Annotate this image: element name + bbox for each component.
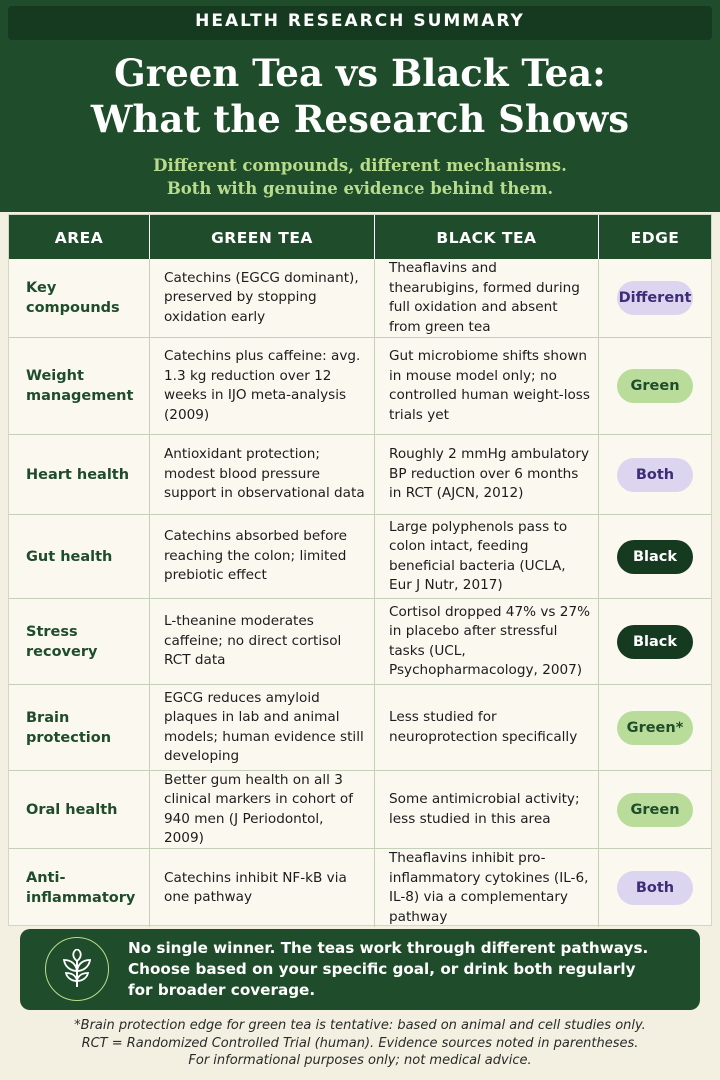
green-tea-cell-text: L-theanine moderates caffeine; no direct cortisol RCT data (164, 613, 342, 669)
title-line-1: Green Tea vs Black Tea: (114, 51, 606, 95)
edge-cell (598, 685, 711, 770)
summary-box (20, 929, 700, 1010)
table-row (9, 599, 711, 685)
table-row (9, 435, 711, 515)
black-tea-cell (374, 435, 598, 514)
edge-badge: Different (617, 281, 693, 315)
green-tea-cell-text: Better gum health on all 3 clinical markers in cohort of 940 men (J Periodontol, 2009) (164, 771, 354, 846)
area-cell (9, 849, 149, 927)
column-header-green-tea: GREEN TEA (149, 215, 374, 259)
black-tea-cell (374, 338, 598, 434)
area-cell-text: Anti-inflammatory (26, 870, 136, 906)
footnote-line-2: RCT = Randomized Controlled Trial (human). Evidence sources noted in parentheses. (81, 1035, 639, 1051)
black-tea-cell (374, 515, 598, 598)
black-tea-cell (374, 599, 598, 684)
green-tea-cell (149, 435, 374, 514)
black-tea-cell (374, 685, 598, 770)
area-cell-text: Gut health (26, 548, 113, 565)
black-tea-cell-text: Gut microbiome shifts shown in mouse model only; no controlled human weight-loss trials yet (389, 348, 590, 423)
edge-cell (598, 515, 711, 598)
title-line-2: What the Research Shows (90, 97, 630, 141)
header-banner (0, 0, 720, 212)
edge-badge: Black (617, 540, 693, 574)
column-header-edge: EDGE (598, 215, 711, 259)
green-tea-cell-text: Antioxidant protection; modest blood pressure support in observational data (164, 446, 365, 502)
black-tea-cell-text: Less studied for neuroprotection specifically (389, 709, 578, 745)
edge-badge: Green (617, 793, 693, 827)
edge-badge: Green (617, 369, 693, 403)
area-cell (9, 771, 149, 848)
area-cell (9, 515, 149, 598)
table-row (9, 515, 711, 599)
table-row (9, 849, 711, 927)
summary-line-3: for broader coverage. (128, 981, 316, 999)
page-title (0, 50, 720, 142)
edge-badge: Green* (617, 711, 693, 745)
black-tea-cell (374, 259, 598, 337)
table-row (9, 338, 711, 435)
edge-badge: Both (617, 871, 693, 905)
black-tea-cell-text: Some antimicrobial activity; less studied in this area (389, 791, 580, 827)
edge-cell (598, 599, 711, 684)
green-tea-cell (149, 771, 374, 848)
edge-badge: Black (617, 625, 693, 659)
table-row (9, 259, 711, 338)
table-header (9, 215, 711, 259)
summary-text (128, 938, 694, 1001)
subtitle-line-1: Different compounds, different mechanisms. (153, 156, 567, 175)
black-tea-cell-text: Large polyphenols pass to colon intact, feeding beneficial bacteria (UCLA, Eur J Nutr, 2017) (389, 518, 568, 593)
green-tea-cell (149, 849, 374, 927)
green-tea-cell (149, 259, 374, 337)
column-header-area: AREA (54, 229, 104, 247)
table-row (9, 771, 711, 849)
green-tea-cell-text: Catechins inhibit NF-kB via one pathway (164, 869, 347, 905)
page-subtitle (0, 154, 720, 200)
green-tea-cell (149, 685, 374, 770)
footnote-line-1: *Brain protection edge for green tea is tentative: based on animal and cell studies only. (74, 1018, 646, 1033)
footnote-line-3: For informational purposes only; not medical advice. (188, 1053, 532, 1068)
green-tea-cell-text: EGCG reduces amyloid plaques in lab and animal models; human evidence still developing (164, 689, 364, 764)
area-cell (9, 599, 149, 684)
kicker-label: HEALTH RESEARCH SUMMARY (195, 11, 525, 31)
green-tea-cell (149, 599, 374, 684)
black-tea-cell-text: Roughly 2 mmHg ambulatory BP reduction over 6 months in RCT (AJCN, 2012) (389, 446, 589, 502)
edge-cell (598, 771, 711, 848)
area-cell (9, 338, 149, 434)
green-tea-cell-text: Catechins absorbed before reaching the colon; limited prebiotic effect (164, 528, 348, 584)
green-tea-cell-text: Catechins plus caffeine: avg. 1.3 kg reduction over 12 weeks in IJO meta-analysis (2009) (164, 348, 361, 423)
footnote (0, 1017, 720, 1070)
area-cell-text: Weight management (26, 368, 134, 404)
green-tea-cell-text: Catechins (EGCG dominant), preserved by stopping oxidation early (164, 269, 359, 325)
summary-line-2: Choose based on your specific goal, or drink both regularly (128, 960, 636, 978)
edge-cell (598, 259, 711, 337)
black-tea-cell (374, 771, 598, 848)
black-tea-cell-text: Theaflavins and thearubigins, formed during full oxidation and absent from green tea (389, 260, 580, 335)
black-tea-cell-text: Cortisol dropped 47% vs 27% in placebo after stressful tasks (UCL, Psychopharmacology, 2007) (389, 603, 591, 678)
edge-badge: Both (617, 458, 693, 492)
area-cell-text: Heart health (26, 466, 130, 483)
green-tea-cell (149, 515, 374, 598)
area-cell-text: Stress recovery (26, 623, 98, 660)
area-cell-text: Oral health (26, 801, 118, 818)
green-tea-cell (149, 338, 374, 434)
area-cell (9, 259, 149, 337)
column-header-black-tea: BLACK TEA (374, 215, 598, 259)
area-cell-text: Brain protection (26, 709, 112, 746)
black-tea-cell-text: Theaflavins inhibit pro-inflammatory cytokines (IL-6, IL-8) via a complementary pathway (389, 850, 589, 925)
summary-line-1: No single winner. The teas work through different pathways. (128, 939, 649, 957)
area-cell (9, 435, 149, 514)
edge-cell (598, 849, 711, 927)
edge-cell (598, 338, 711, 434)
black-tea-cell (374, 849, 598, 927)
edge-cell (598, 435, 711, 514)
leaf-sprout-icon (45, 937, 109, 1001)
table-row (9, 685, 711, 771)
subtitle-line-2: Both with genuine evidence behind them. (166, 179, 554, 198)
area-cell-text: Key compounds (26, 280, 120, 316)
comparison-table (8, 214, 712, 926)
area-cell (9, 685, 149, 770)
